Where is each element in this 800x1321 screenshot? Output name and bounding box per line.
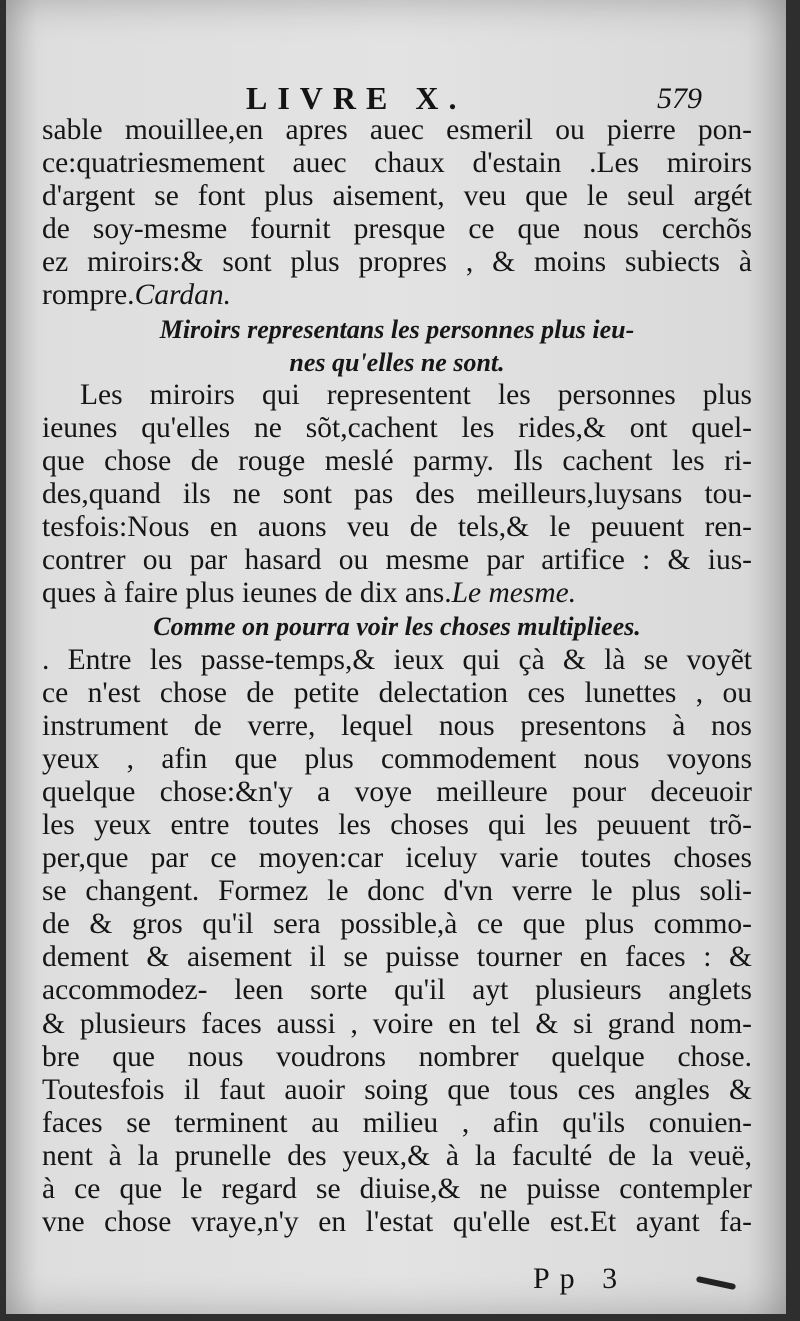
text-line — [42, 710, 752, 743]
line-text: Miroirs representans les personnes plus ieu- — [159, 314, 635, 344]
line-text: rompre. — [42, 279, 135, 312]
line-text: se changent. Formez le donc d'vn verre le plus soli- — [42, 875, 752, 908]
text-line — [42, 1008, 752, 1041]
line-text: que chose de rouge meslé parmy. Ils cachent les ri- — [42, 444, 752, 477]
text-line — [42, 842, 752, 875]
line-text: ieunes qu'elles ne sõt,cachent les rides,& ont quel- — [42, 411, 752, 444]
text-line — [42, 776, 752, 809]
text-line — [42, 544, 752, 577]
line-text: instrument de verre, lequel nous presentons à nos — [42, 709, 752, 742]
line-text: faces se terminent au milieu , afin qu'ils conuien- — [42, 1106, 752, 1139]
text-line — [42, 1107, 752, 1140]
line-text: . Entre les passe-temps,& ieux qui çà & là se voyẽt — [42, 643, 752, 676]
line-text: sable mouillee,en apres auec esmeril ou pierre pon- — [42, 114, 752, 146]
attribution: Le mesme. — [451, 577, 577, 610]
text-line — [42, 1041, 752, 1074]
line-text: tesfois:Nous en auons veu de tels,& le peuuent ren- — [42, 511, 752, 544]
text-line — [42, 478, 752, 511]
line-text: Toutesfois il faut auoir soing que tous ces angles & — [42, 1073, 752, 1106]
line-text: de soy-mesme fournit presque ce que nous cerchõs — [42, 213, 752, 246]
line-text: de & gros qu'il sera possible,à ce que plus commo- — [42, 908, 752, 941]
line-text: Les miroirs qui representent les personnes plus — [80, 378, 752, 411]
line-text: quelque chose:&n'y a voye meilleure pour deceuoir — [42, 775, 752, 808]
text-line — [42, 412, 752, 445]
section-heading — [42, 610, 752, 643]
line-text: per,que par ce moyen:car iceluy varie toutes choses — [42, 842, 752, 875]
text-line — [42, 213, 752, 246]
line-text: les yeux entre toutes les choses qui les peuuent trõ- — [42, 808, 752, 841]
text-line — [42, 809, 752, 842]
page-header — [6, 78, 786, 118]
line-text: accommodez- leen sorte qu'il ayt plusieurs anglets — [42, 974, 752, 1007]
text-line — [42, 511, 752, 544]
text-line — [42, 644, 752, 677]
line-text: ce:quatriesmement auec chaux d'estain .Les miroirs — [42, 147, 752, 180]
text-line — [42, 677, 752, 710]
text-line — [42, 743, 752, 776]
line-text: contrer ou par hasard ou mesme par artifice : & ius- — [42, 544, 752, 577]
line-text: vne chose vraye,n'y en l'estat qu'elle est.Et ayant fa- — [42, 1206, 752, 1239]
text-line — [42, 875, 752, 908]
text-line — [42, 1140, 752, 1173]
line-text: dement & aisement il se puisse tourner en faces : & — [42, 941, 752, 974]
text-line — [42, 941, 752, 974]
line-text: nes qu'elles ne sont. — [289, 347, 505, 377]
running-title: LIVRE X. — [246, 80, 467, 116]
body-text — [42, 114, 752, 1239]
text-line — [42, 445, 752, 478]
text-line — [42, 908, 752, 941]
text-line — [42, 279, 752, 312]
line-text: bre que nous voudrons nombrer quelque chose. — [42, 1040, 752, 1073]
text-line — [42, 974, 752, 1007]
line-text: d'argent se font plus aisement, veu que le seul argét — [42, 180, 752, 213]
line-text: des,quand ils ne sont pas des meilleurs,luysans tou- — [42, 478, 752, 511]
attribution: Cardan. — [134, 279, 231, 312]
page-number: 579 — [657, 82, 702, 115]
text-line — [42, 379, 752, 412]
line-text: yeux , afin que plus commodement nous voyons — [42, 742, 752, 775]
text-line — [42, 180, 752, 213]
line-text: Comme on pourra voir les choses multipliees. — [153, 612, 641, 642]
text-line — [42, 1206, 752, 1239]
text-line — [42, 246, 752, 279]
text-line — [42, 1173, 752, 1206]
text-line — [42, 147, 752, 180]
line-text: à ce que le regard se diuise,& ne puisse contempler — [42, 1173, 752, 1205]
line-text: ez miroirs:& sont plus propres , & moins subiects à — [42, 246, 752, 279]
book-page — [6, 0, 786, 1314]
text-line — [42, 114, 752, 147]
line-text: nent à la prunelle des yeux,& à la faculté de la veuë, — [42, 1139, 752, 1172]
section-heading — [42, 346, 752, 379]
line-text: ce n'est chose de petite delectation ces lunettes , ou — [42, 676, 752, 709]
section-heading — [42, 313, 752, 346]
text-line — [42, 577, 752, 610]
line-text: & plusieurs faces aussi , voire en tel & si grand nom- — [42, 1007, 752, 1040]
ink-smudge — [696, 1276, 736, 1290]
line-text: ques à faire plus ieunes de dix ans. — [42, 577, 452, 610]
page-footer — [6, 1262, 786, 1302]
signature-mark: Pp 3 — [533, 1262, 628, 1295]
text-line — [42, 1074, 752, 1107]
